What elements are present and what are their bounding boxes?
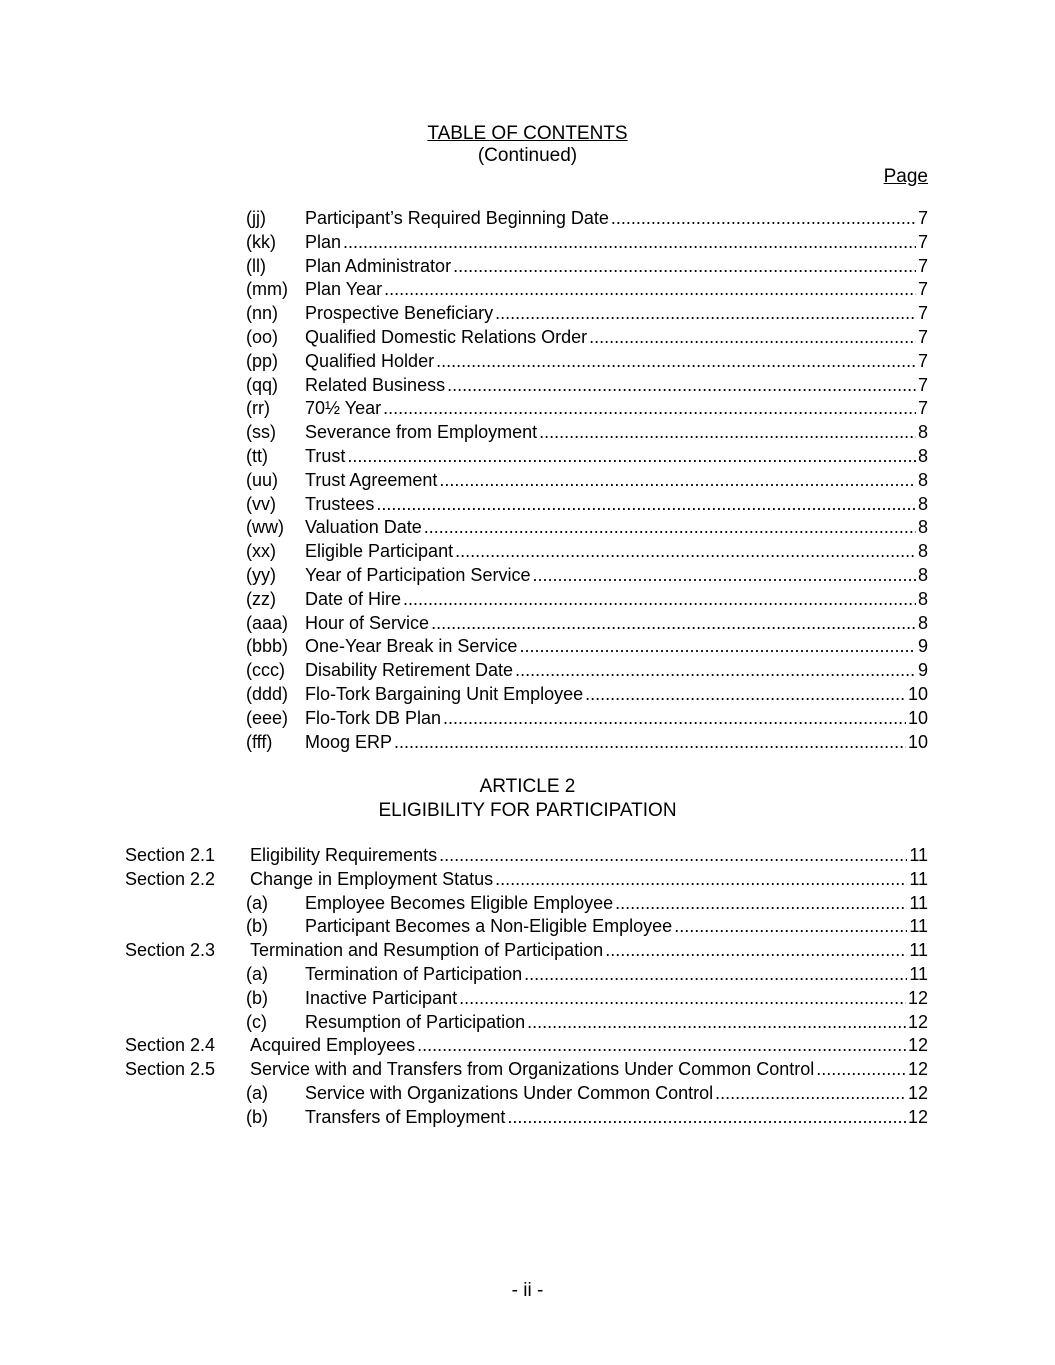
- entry-page-number: 8: [917, 541, 928, 562]
- dot-leader: [431, 611, 916, 635]
- entry-title: Trust Agreement: [305, 469, 438, 490]
- toc-subsection-entry[interactable]: [246, 349, 928, 373]
- entry-label: (b): [246, 916, 268, 937]
- entry-line: [305, 230, 928, 254]
- dot-leader: [417, 1033, 906, 1057]
- entry-label: (a): [246, 892, 268, 913]
- entry-page-number: 12: [907, 1059, 928, 1080]
- entry-title: Acquired Employees: [250, 1035, 416, 1056]
- entry-label: (b): [246, 1106, 268, 1127]
- article-title: ELIGIBILITY FOR PARTICIPATION: [378, 800, 677, 821]
- entry-line: [305, 444, 928, 468]
- dot-leader: [495, 301, 916, 325]
- entry-line: [305, 682, 928, 706]
- entry-page-number: 8: [917, 422, 928, 443]
- dot-leader: [394, 730, 906, 754]
- entry-page-number: 12: [907, 1106, 928, 1127]
- toc-subsection-entry[interactable]: [246, 301, 928, 325]
- entry-line: [305, 658, 928, 682]
- toc-subsection-entry[interactable]: [246, 611, 928, 635]
- entry-page-number: 8: [917, 446, 928, 466]
- entry-line: [305, 1081, 928, 1105]
- toc-subsection-entry[interactable]: [246, 1010, 928, 1034]
- entry-title: Disability Retirement Date: [305, 660, 514, 681]
- dot-leader: [816, 1057, 906, 1081]
- entry-title: Severance from Employment: [305, 422, 538, 443]
- entry-page-number: 7: [917, 374, 928, 395]
- toc-subsection-entry[interactable]: [246, 1081, 928, 1105]
- dot-leader: [589, 325, 916, 349]
- entry-title: Participant Becomes a Non-Eligible Employee: [305, 916, 673, 937]
- entry-title: Qualified Domestic Relations Order: [305, 327, 588, 347]
- entry-label: Section 2.4: [125, 1035, 216, 1056]
- entry-label: (ddd): [246, 684, 289, 704]
- entry-line: [305, 396, 928, 420]
- entry-label: (zz): [246, 588, 276, 609]
- entry-page-number: 10: [907, 684, 928, 704]
- page-column-label: Page: [883, 166, 928, 187]
- dot-leader: [515, 658, 916, 682]
- entry-page-number: 8: [917, 469, 928, 490]
- dot-leader: [376, 492, 916, 516]
- entry-label: (ww): [246, 517, 284, 538]
- dot-leader: [455, 539, 916, 563]
- toc-section-entry[interactable]: [125, 1033, 928, 1057]
- entry-title: Year of Participation Service: [305, 565, 531, 585]
- dot-leader: [605, 938, 907, 962]
- entry-line: [305, 891, 928, 915]
- entry-label: (a): [246, 964, 268, 984]
- entry-line: [305, 1105, 928, 1129]
- toc-subsection-entry[interactable]: [246, 986, 928, 1010]
- entry-label: Section 2.2: [125, 868, 216, 889]
- entry-label: Section 2.3: [125, 940, 216, 961]
- entry-page-number: 8: [917, 612, 928, 633]
- entry-label: (mm): [246, 279, 288, 300]
- article-number: ARTICLE 2: [479, 776, 576, 797]
- dot-leader: [459, 986, 906, 1010]
- toc-title-text: TABLE OF CONTENTS: [427, 123, 628, 144]
- toc-subsection-entry[interactable]: [246, 206, 928, 230]
- entry-page-number: 7: [917, 350, 928, 371]
- entry-page-number: 9: [917, 636, 928, 657]
- dot-leader: [443, 706, 906, 730]
- toc-section-entry[interactable]: [125, 843, 928, 867]
- dot-leader: [439, 843, 907, 867]
- toc-subsection-entry[interactable]: [246, 420, 928, 444]
- entry-label: (ll): [246, 255, 266, 276]
- toc-subsection-entry[interactable]: [246, 468, 928, 492]
- entry-page-number: 8: [917, 493, 928, 514]
- toc-subsection-entry[interactable]: [246, 539, 928, 563]
- toc-subsection-entry[interactable]: [246, 1105, 928, 1129]
- entry-label: (xx): [246, 541, 276, 562]
- entry-title: One-Year Break in Service: [305, 636, 518, 657]
- dot-leader: [424, 515, 916, 539]
- dot-leader: [343, 230, 916, 254]
- entry-label: Section 2.1: [125, 845, 216, 865]
- entry-line: [305, 254, 928, 278]
- entry-title: Prospective Beneficiary: [305, 303, 494, 324]
- entry-line: [305, 420, 928, 444]
- entry-label: (ccc): [246, 660, 285, 681]
- entry-page-number: 7: [917, 303, 928, 324]
- entry-page-number: 8: [917, 517, 928, 538]
- entry-line: [305, 515, 928, 539]
- entry-page-number: 7: [917, 208, 928, 228]
- entry-line: [250, 867, 928, 891]
- entry-title: Employee Becomes Eligible Employee: [305, 892, 614, 913]
- entry-line: [305, 986, 928, 1010]
- entry-line: [305, 914, 928, 938]
- dot-leader: [507, 1105, 906, 1129]
- entry-line: [305, 325, 928, 349]
- entry-page-number: 11: [909, 964, 928, 984]
- dot-leader: [715, 1081, 906, 1105]
- entry-label: (aaa): [246, 612, 289, 633]
- entry-title: Termination and Resumption of Participation: [250, 940, 604, 961]
- entry-line: [305, 349, 928, 373]
- entry-page-number: 11: [909, 892, 928, 913]
- toc-subsection-entry[interactable]: [246, 444, 928, 468]
- entry-line: [250, 938, 928, 962]
- entry-page-number: 12: [907, 987, 928, 1008]
- entry-line: [305, 611, 928, 635]
- toc-subsection-entry[interactable]: [246, 515, 928, 539]
- toc-subsection-entry[interactable]: [246, 277, 928, 301]
- toc-subsection-entry[interactable]: [246, 396, 928, 420]
- entry-line: [305, 301, 928, 325]
- entry-label: (qq): [246, 374, 279, 395]
- entry-title: Date of Hire: [305, 588, 402, 609]
- entry-page-number: 9: [917, 660, 928, 681]
- entry-title: Trust: [305, 446, 346, 466]
- entry-page-number: 8: [917, 588, 928, 609]
- entry-title: Related Business: [305, 374, 446, 395]
- entry-line: [250, 1033, 928, 1057]
- entry-line: [305, 563, 928, 587]
- dot-leader: [439, 468, 916, 492]
- entry-title: Transfers of Employment: [305, 1106, 506, 1127]
- entry-title: Change in Employment Status: [250, 868, 494, 889]
- entry-page-number: 11: [909, 845, 928, 865]
- toc-subsection-entry[interactable]: [246, 230, 928, 254]
- entry-title: Plan: [305, 231, 342, 252]
- entry-label: (yy): [246, 565, 276, 585]
- toc-subsection-entry[interactable]: [246, 962, 928, 986]
- dot-leader: [527, 1010, 906, 1034]
- dot-leader: [539, 420, 916, 444]
- entry-title: Termination of Participation: [305, 964, 523, 984]
- entry-label: (nn): [246, 303, 279, 324]
- entry-title: Flo-Tork Bargaining Unit Employee: [305, 684, 584, 704]
- entry-line: [305, 277, 928, 301]
- entry-label: (uu): [246, 469, 279, 490]
- entry-title: Inactive Participant: [305, 987, 458, 1008]
- entry-title: Resumption of Participation: [305, 1011, 526, 1032]
- entry-line: [305, 468, 928, 492]
- entry-page-number: 12: [907, 1011, 928, 1032]
- toc-section-entry[interactable]: [125, 938, 928, 962]
- dot-leader: [519, 634, 916, 658]
- dot-leader: [615, 891, 907, 915]
- entry-title: Flo-Tork DB Plan: [305, 707, 442, 728]
- toc-subsection-entry[interactable]: [246, 891, 928, 915]
- toc-subsection-entry[interactable]: [246, 658, 928, 682]
- toc-subsection-entry[interactable]: [246, 325, 928, 349]
- entry-label: (bbb): [246, 636, 289, 657]
- entry-title: Eligibility Requirements: [250, 845, 438, 865]
- dot-leader: [384, 277, 916, 301]
- entry-line: [305, 706, 928, 730]
- entry-label: (pp): [246, 350, 279, 371]
- entry-line: [305, 1010, 928, 1034]
- dot-leader: [436, 349, 916, 373]
- entry-title: Hour of Service: [305, 612, 430, 633]
- entry-page-number: 11: [909, 940, 928, 961]
- dot-leader: [524, 962, 907, 986]
- dot-leader: [585, 682, 906, 706]
- entry-label: (a): [246, 1083, 268, 1103]
- entry-title: Service with and Transfers from Organizations Under Common Control: [250, 1059, 815, 1080]
- dot-leader: [532, 563, 916, 587]
- entry-page-number: 12: [907, 1083, 928, 1103]
- toc-subsection-entry[interactable]: [246, 634, 928, 658]
- entry-title: Participant’s Required Beginning Date: [305, 208, 609, 228]
- toc-subsection-entry[interactable]: [246, 682, 928, 706]
- toc-subsection-entry[interactable]: [246, 587, 928, 611]
- entry-line: [305, 730, 928, 754]
- toc-subsection-entry[interactable]: [246, 373, 928, 397]
- dot-leader: [674, 914, 907, 938]
- dot-leader: [611, 206, 916, 230]
- entry-label: (tt): [246, 446, 268, 466]
- entry-label: (ss): [246, 422, 276, 443]
- entry-title: Qualified Holder: [305, 350, 435, 371]
- entry-line: [305, 634, 928, 658]
- entry-line: [305, 373, 928, 397]
- entry-label: (vv): [246, 493, 276, 514]
- entry-line: [305, 962, 928, 986]
- entry-page-number: 7: [917, 327, 928, 347]
- dot-leader: [495, 867, 907, 891]
- entry-line: [250, 843, 928, 867]
- entry-label: Section 2.5: [125, 1059, 216, 1080]
- entry-label: (oo): [246, 327, 279, 347]
- toc-subsection-entry[interactable]: [246, 563, 928, 587]
- entry-title: 70½ Year: [305, 398, 382, 419]
- entry-line: [250, 1057, 928, 1081]
- toc-subsection-entry[interactable]: [246, 706, 928, 730]
- entry-label: (jj): [246, 208, 266, 228]
- entry-label: (rr): [246, 398, 270, 419]
- toc-subsection-entry[interactable]: [246, 914, 928, 938]
- dot-leader: [453, 254, 916, 278]
- entry-page-number: 7: [917, 398, 928, 419]
- entry-line: [305, 206, 928, 230]
- toc-section-entry[interactable]: [125, 867, 928, 891]
- entry-page-number: 7: [917, 255, 928, 276]
- toc-subsection-entry[interactable]: [246, 254, 928, 278]
- toc-section-entry[interactable]: [125, 1057, 928, 1081]
- entry-page-number: 12: [907, 1035, 928, 1056]
- entry-title: Moog ERP: [305, 731, 393, 752]
- entry-page-number: 7: [917, 231, 928, 252]
- entry-title: Eligible Participant: [305, 541, 454, 562]
- toc-subsection-entry[interactable]: [246, 492, 928, 516]
- entry-page-number: 8: [917, 565, 928, 585]
- entry-title: Trustees: [305, 493, 375, 514]
- entry-page-number: 10: [907, 707, 928, 728]
- entry-label: (c): [246, 1011, 267, 1032]
- entry-page-number: 11: [909, 868, 928, 889]
- toc-continued-label: (Continued): [477, 145, 578, 166]
- dot-leader: [383, 396, 916, 420]
- entry-page-number: 10: [907, 731, 928, 752]
- entry-page-number: 7: [917, 279, 928, 300]
- dot-leader: [347, 444, 916, 468]
- entry-label: (eee): [246, 707, 289, 728]
- entry-line: [305, 587, 928, 611]
- dot-leader: [403, 587, 916, 611]
- entry-label: (fff): [246, 731, 273, 752]
- page-footer-number: - ii -: [511, 1280, 544, 1301]
- toc-title: [0, 123, 1055, 145]
- entry-page-number: 11: [909, 916, 928, 937]
- entry-title: Valuation Date: [305, 517, 422, 538]
- entry-line: [305, 539, 928, 563]
- entry-title: Plan Year: [305, 279, 383, 300]
- toc-subsection-entry[interactable]: [246, 730, 928, 754]
- entry-label: (b): [246, 987, 268, 1008]
- entry-line: [305, 492, 928, 516]
- entry-label: (kk): [246, 231, 276, 252]
- dot-leader: [447, 373, 916, 397]
- entry-title: Plan Administrator: [305, 255, 452, 276]
- entry-title: Service with Organizations Under Common Control: [305, 1083, 714, 1103]
